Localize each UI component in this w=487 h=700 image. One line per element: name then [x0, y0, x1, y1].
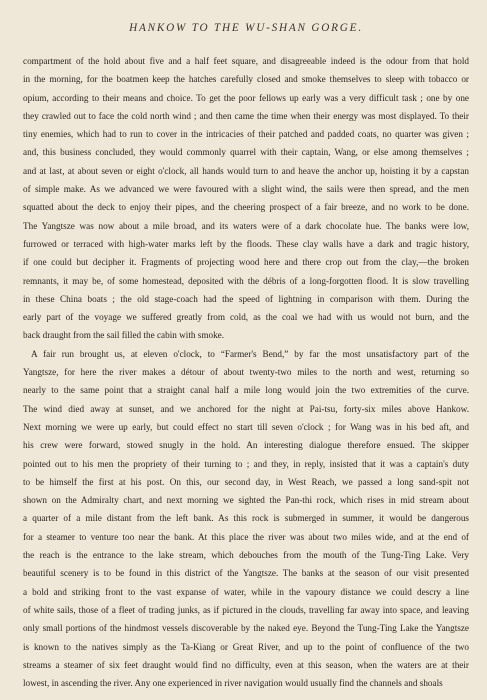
text-line: A fair run brought us, at eleven o'clock, to “Farmer's Bend,” by far the most unsatisfactory part of the: [31, 348, 469, 359]
text-line: a quarter of a mile distant from the left bank. As this rock is submerged in summer, it would be dangerous: [23, 513, 469, 524]
text-line: tiny enemies, which had to run to cover in the intricacies of their patched and padded coats, no quarter was given ;: [23, 129, 469, 140]
text-line: is known to the natives simply as the Ta-Kiang or Great River, and up to the point of confluence of the two: [23, 641, 469, 652]
text-line: beautiful scenery is to be found in this district of the Yangtsze. The banks at the season of our visit presented: [23, 568, 469, 579]
text-line: lowest, in ascending the river. Any one experienced in river navigation would usually find the channels and shoals: [23, 678, 443, 689]
text-line: for a steamer to venture too near the bank. At this place the river was about two miles wide, and at the end of: [23, 531, 469, 542]
text-line: remnants, it may be, of some homestead, deposited with the débris of a long-forgotten flood. It is slow travelling: [23, 275, 469, 286]
text-line: nearly to the same point that a straight canal half a mile long would join the two extremities of the curve.: [23, 385, 469, 396]
text-line: only small portions of the hindmost vessels discoverable by the naked eye. Beyond the Tung-Ting Lake the Yangtsze: [23, 623, 469, 634]
text-line: furrowed or terraced with high-water marks left by the floods. These clay walls have a dark and tragic history,: [23, 238, 469, 249]
text-line: early part of the voyage we suffered greatly from cold, as the coal we had with us would not burn, and the: [23, 312, 469, 323]
text-line: his crew were forward, stowed snugly in the hold. An interesting dialogue therefore ensued. The skipper: [23, 440, 469, 451]
text-line: a bold and striking front to the vast expanse of water, while in the vapoury distance we could descry a line: [23, 586, 469, 597]
text-line: if one could but decipher it. Fragments of projecting wood here and there crop out from the clay,—the broken: [23, 257, 469, 268]
text-line: back draught from the sail filled the cabin with smoke.: [23, 330, 225, 341]
text-line: The wind died away at sunset, and we anchored for the night at Pai-tsu, forty-six miles above Hankow.: [23, 403, 469, 414]
body-text: [23, 52, 469, 692]
text-line: pointed out to his men the propriety of their turning to ; and they, in reply, insisted that it was a captain's duty: [23, 458, 469, 469]
running-header: HANKOW TO THE WU-SHAN GORGE.: [129, 22, 363, 34]
text-line: of simple make. As we advanced we were favoured with a slight wind, the sails were then spread, and the men: [23, 184, 469, 195]
text-line: they crawled out to face the cold north wind ; and then came the time when their energy was most displayed. To their: [23, 110, 469, 121]
text-line: the reach is the entrance to the lake stream, which debouches from the mouth of the Tung-Ting Lake. Very: [23, 550, 469, 561]
text-line: of white sails, those of a fleet of trading junks, as if pictured in the clouds, travelling far away into space, and leaving: [23, 604, 469, 615]
text-line: to be himself the first at his post. On this, our second day, in West Reach, we passed a long sand-spit not: [23, 476, 469, 487]
text-line: and, this business concluded, they would commonly quarrel with their captain, Wang, or else among themselves ;: [23, 147, 469, 158]
text-line: opium, according to their means and choice. To get the poor fellows up early was a very difficult task ; one by one: [23, 92, 469, 103]
text-line: The Yangtsze was now about a mile broad, and its waters were of a dark chocolate hue. The banks were low,: [23, 220, 469, 231]
paragraph: [23, 345, 469, 693]
text-line: streams a steamer of six feet draught would find no difficulty, even at this season, when the waters are at their: [23, 659, 469, 670]
text-line: in these China boats ; the old stage-coach had the speed of lightning in comparison with them. During the: [23, 293, 469, 304]
text-line: shown on the Admiralty chart, and next morning we sighted the Pan-thi rock, which rises in mid stream about: [23, 495, 469, 506]
paragraph: [23, 52, 469, 345]
text-line: and at last, at about seven or eight o'clock, all hands would turn to and heave the anchor up, hoisting it by a capstan: [23, 165, 469, 176]
text-line: Yangtsze, for here the river makes a détour of about twenty-two miles to the north and west, returning so: [23, 367, 469, 378]
text-line: Next morning we were up early, but could effect no start till seven o'clock ; for Wang was in his bed aft, and: [23, 421, 469, 432]
text-line: squatted about the deck to enjoy their pipes, and the cheering prospect of a fair breeze, and no work to be done.: [23, 202, 469, 213]
text-line: in the morning, for the boatmen keep the hatches carefully closed and smoke themselves to sleep with tobacco or: [23, 74, 469, 85]
text-line: compartment of the hold about five and a half feet square, and disagreeable indeed is the odour from that hold: [23, 56, 469, 66]
